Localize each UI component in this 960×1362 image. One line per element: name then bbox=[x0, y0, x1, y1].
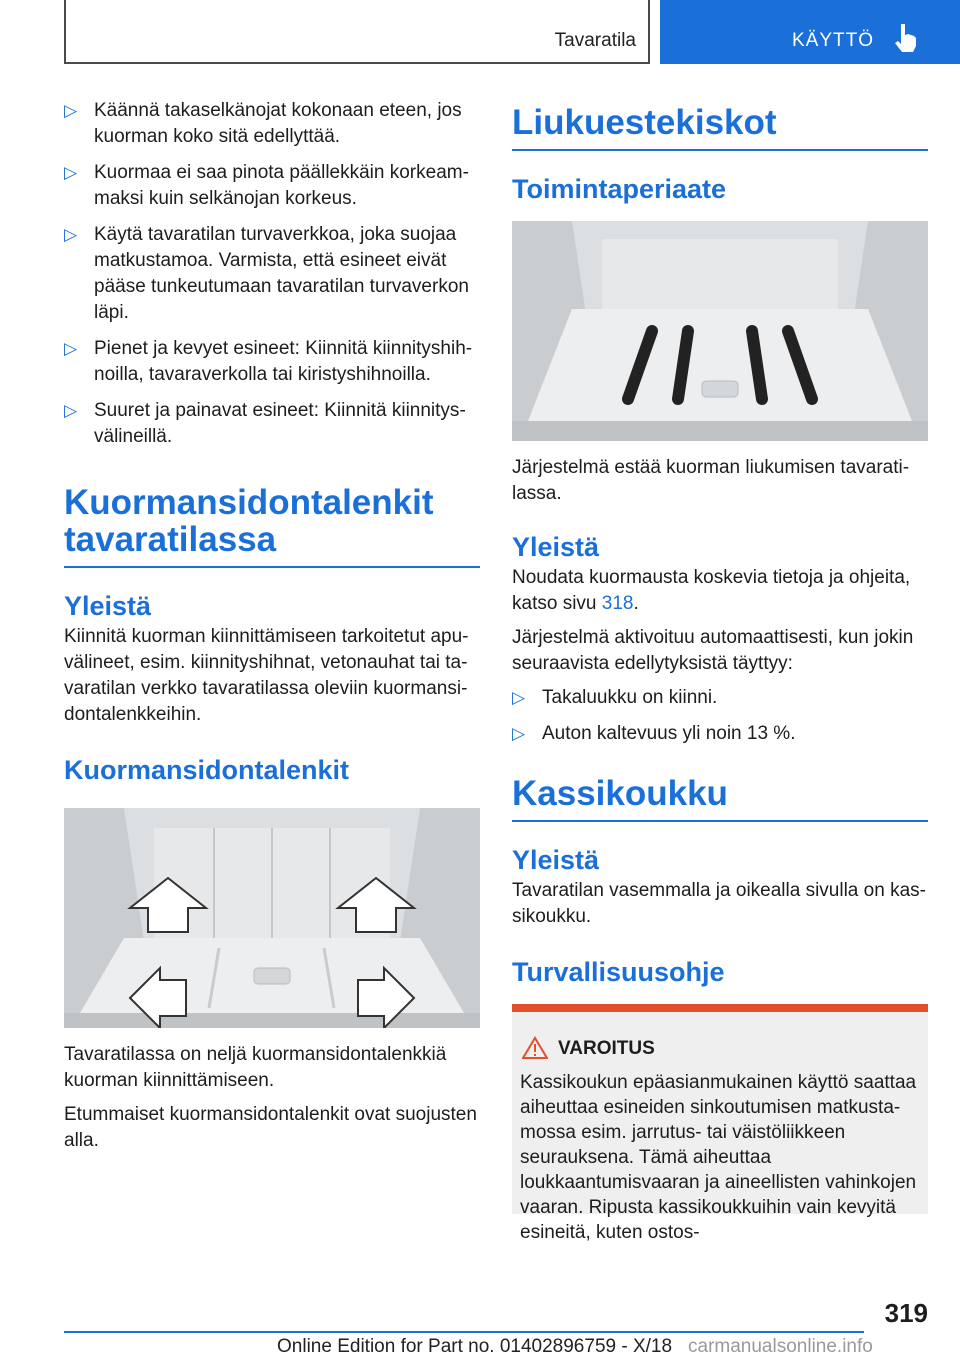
subsection-title-safety: Turvallisuusohje bbox=[512, 957, 725, 987]
section-title-anti-slip-rails: Liukuestekiskot bbox=[512, 104, 928, 151]
triangle-bullet-icon: ▷ bbox=[512, 688, 526, 707]
list-item: ▷ Suuret ja painavat esineet: Kiinnitä kiinnitysvälineillä. bbox=[64, 400, 466, 447]
condition-bullet-list bbox=[512, 685, 928, 747]
page-number: 319 bbox=[884, 1298, 928, 1328]
list-item: ▷ Käytä tavaratilan turvaverkkoa, joka suojaa matkustamoa. Varmista, että esineet eivät pääse tunkeutumaan tavaratilan turvaverkon läpi. bbox=[64, 224, 469, 323]
section-title-lashing-eyes: Kuormansidontalenkit tavaratilassa bbox=[64, 484, 480, 568]
left-column bbox=[64, 98, 480, 1154]
list-item: ▷ Pienet ja kevyet esineet: Kiinnitä kiinnityshihnoilla, tavaraverkolla tai kiristyshihnoilla. bbox=[64, 338, 473, 385]
activation-paragraph: Järjestelmä aktivoituu automaattisesti, kun jokin seuraavista edellytyksistä täyttyy: bbox=[512, 627, 914, 674]
triangle-bullet-icon: ▷ bbox=[64, 163, 78, 182]
triangle-bullet-icon: ▷ bbox=[512, 724, 526, 743]
loading-bullet-list bbox=[64, 98, 480, 450]
list-item: ▷ Kuormaa ei saa pinota päällekkäin korkeammaksi kuin selkänojan korkeus. bbox=[64, 162, 469, 209]
section-title-bag-hook: Kassikoukku bbox=[512, 775, 928, 822]
right-column bbox=[512, 104, 928, 988]
lashing-eyes-illustration bbox=[64, 808, 480, 1028]
lashing-eyes-caption: Tavaratilassa on neljä kuormansidontalenkkiä kuorman kiinnittämiseen. bbox=[64, 1044, 447, 1091]
subsection-title-general-2: Yleistä bbox=[512, 532, 600, 562]
header-section-box bbox=[64, 0, 650, 64]
general-paragraph-2: Noudata kuormausta koskevia tietoja ja ohjeita, katso sivu 318. bbox=[512, 567, 911, 614]
triangle-bullet-icon: ▷ bbox=[64, 101, 78, 120]
watermark: carmanualsonline.info bbox=[688, 1336, 873, 1357]
general-paragraph: Kiinnitä kuorman kiinnittämiseen tarkoitetut apuvälineet, esim. kiinnityshihnat, vetonauhat tai tavaratilan verkko tavaratilassa oleviin kuormansidontalenkkeihin. bbox=[64, 626, 469, 725]
header-section-title: Tavaratila bbox=[554, 30, 636, 51]
subsection-title-lashing-eyes: Kuormansidontalenkit bbox=[64, 755, 350, 785]
list-item: ▷ Auton kaltevuus yli noin 13 %. bbox=[512, 721, 928, 747]
triangle-bullet-icon: ▷ bbox=[64, 401, 78, 420]
anti-slip-caption: Järjestelmä estää kuorman liukumisen tavaratilassa. bbox=[512, 457, 910, 504]
edition-footer: Online Edition for Part no. 01402896759 - X/18 bbox=[277, 1336, 673, 1357]
triangle-bullet-icon: ▷ bbox=[64, 225, 78, 244]
warning-heading: VAROITUS bbox=[522, 1036, 548, 1066]
warning-text: Kassikoukun epäasianmukainen käyttö saattaa aiheuttaa esineiden sinkoutumisen matkustamossa esim. jarrutus- tai väistöliikkeen seurauksena. Tämä aiheuttaa loukkaantumisvaaran ja aineellisten vahinkojen vaaran. Ripusta kassikoukkuihin vain kevyitä esineitä, kuten ostos- bbox=[520, 1072, 917, 1243]
anti-slip-rails-illustration bbox=[512, 221, 928, 441]
triangle-bullet-icon: ▷ bbox=[64, 339, 78, 358]
front-lashing-eyes-note: Etummaiset kuormansidontalenkit ovat suojusten alla. bbox=[64, 1104, 477, 1151]
list-item: ▷ Käännä takaselkänojat kokonaan eteen, jos kuorman koko sitä edellyttää. bbox=[64, 100, 462, 147]
warning-box bbox=[512, 1004, 928, 1243]
subsection-title-general-3: Yleistä bbox=[512, 845, 600, 875]
bag-hook-paragraph: Tavaratilan vasemmalla ja oikealla sivulla on kassikoukku. bbox=[512, 880, 926, 927]
warning-triangle-icon bbox=[522, 1036, 548, 1060]
list-item: ▷ Takaluukku on kiinni. bbox=[512, 685, 928, 711]
page-reference-link[interactable]: 318 bbox=[601, 593, 634, 614]
footer-divider bbox=[64, 1331, 864, 1333]
subsection-title-principle: Toimintaperiaate bbox=[512, 174, 727, 204]
header-chapter-label: KÄYTTÖ bbox=[792, 30, 875, 51]
hand-pointer-icon bbox=[893, 22, 919, 54]
subsection-title-general: Yleistä bbox=[64, 591, 152, 621]
